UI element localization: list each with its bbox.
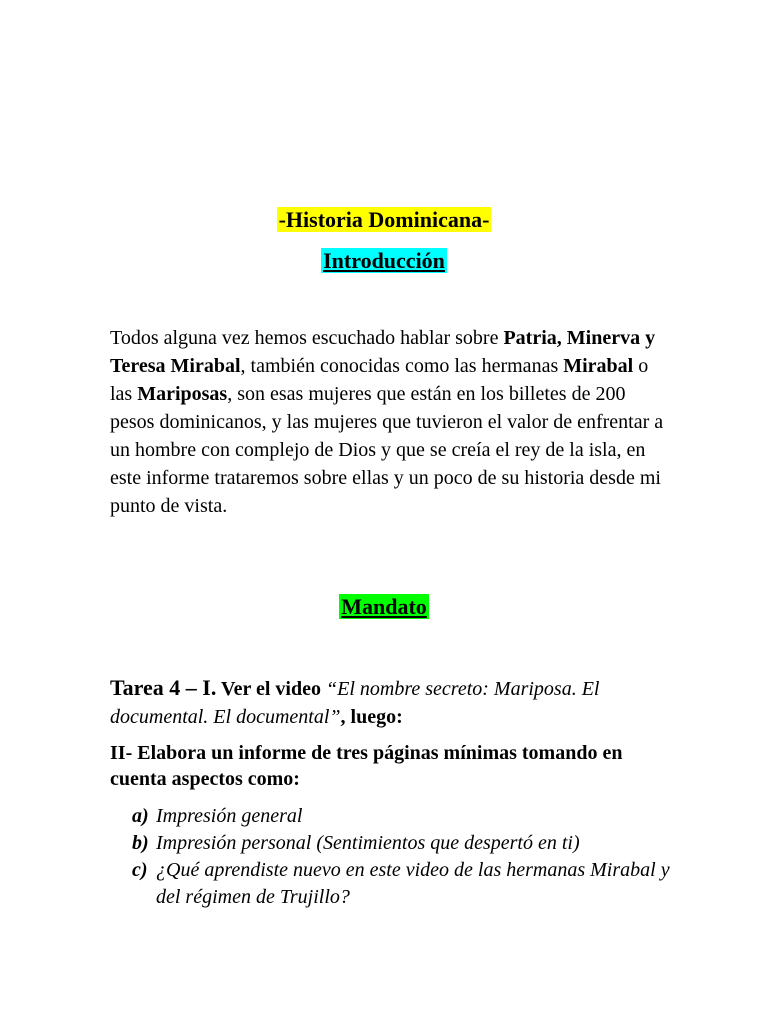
list-item-text: ¿Qué aprendiste nuevo en este video de las hermanas Mirabal y del régimen de Trujillo?	[156, 859, 670, 908]
list-marker: c)	[132, 859, 148, 881]
task-luego-text: , luego:	[340, 706, 403, 728]
list-item	[132, 830, 672, 857]
mandate-heading-line	[0, 594, 768, 620]
intro-paragraph	[110, 324, 670, 520]
task-ver-text: Ver el video	[216, 678, 326, 700]
list-item	[132, 857, 672, 911]
aspects-list	[132, 803, 672, 911]
list-item-text: Impresión general	[156, 805, 303, 827]
intro-text-4: , son esas mujeres que están en los billetes de 200 pesos dominicanos, y las mujeres que tuvieron el valor de enfrentar a un hombre con complejo de Dios y que se creía el rey de la isla, en este informe trataremos sobre ellas y un poco de su historia desde mi punto de vista.	[110, 383, 664, 517]
task-line	[110, 674, 670, 731]
intro-text-3: o las	[110, 355, 649, 405]
document-title: -Historia Dominicana-	[278, 207, 490, 232]
intro-bold-minerva-teresa: Minerva y Teresa Mirabal	[110, 327, 656, 377]
intro-heading-line	[0, 248, 768, 274]
task-video-title: “El nombre secreto: Mariposa. El documental. El documental”	[110, 678, 600, 728]
list-item	[132, 803, 672, 830]
list-marker: b)	[132, 832, 149, 854]
title-line	[0, 207, 768, 233]
intro-text-1: Todos alguna vez hemos escuchado hablar sobre	[110, 327, 504, 349]
intro-bold-patria: Patria,	[503, 327, 562, 349]
task-part-two: II- Elabora un informe de tres páginas mínimas tomando en cuenta aspectos como:	[110, 742, 623, 790]
list-marker: a)	[132, 805, 149, 827]
task-label: Tarea 4 – I.	[110, 675, 217, 700]
intro-bold-mirabal: Mirabal	[563, 355, 634, 377]
intro-heading: Introducción	[323, 248, 445, 273]
intro-text-2: , también conocidas como las hermanas	[240, 355, 564, 377]
mandate-heading: Mandato	[341, 594, 427, 619]
list-item-text: Impresión personal (Sentimientos que despertó en ti)	[156, 832, 580, 854]
intro-bold-mariposas: Mariposas	[137, 383, 228, 405]
